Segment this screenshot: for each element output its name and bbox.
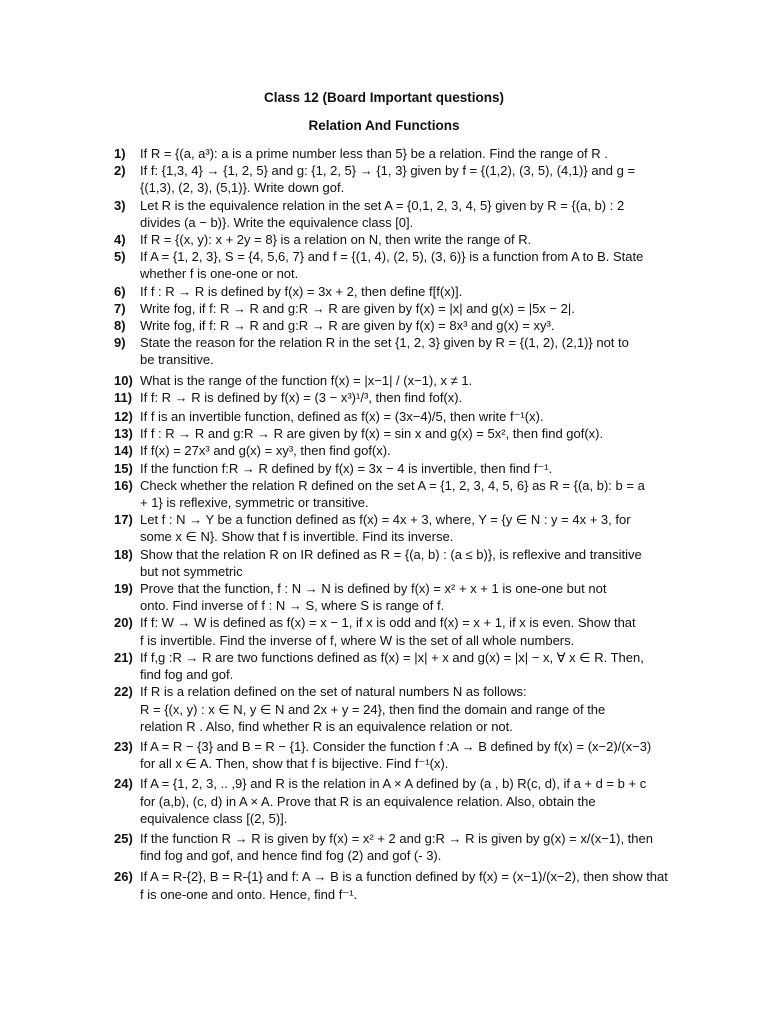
page-subtitle: Relation And Functions: [308, 118, 460, 133]
question-line: If f is an invertible function, defined as f(x) = (3x−4)/5, then write f⁻¹(x).: [140, 409, 544, 425]
question-item: [114, 408, 674, 425]
question-number: 3): [114, 197, 126, 213]
question-item: [114, 830, 674, 864]
question-item: [114, 248, 674, 282]
question-line: If R is a relation defined on the set of natural numbers N as follows:: [140, 684, 527, 700]
question-number: 14): [114, 443, 133, 459]
question-line: If A = R-{2}, B = R-{1} and f: A → B is a function defined by f(x) = (x−1)/(x−2), then show that: [140, 869, 668, 885]
question-text: [140, 334, 674, 368]
question-text: [140, 197, 674, 231]
question-item: [114, 231, 674, 248]
question-line: but not symmetric: [140, 563, 243, 579]
question-item: [114, 372, 674, 389]
question-line: equivalence class [(2, 5)].: [140, 810, 288, 826]
question-number: 20): [114, 615, 133, 631]
question-text: [140, 546, 674, 580]
question-list: [114, 145, 674, 903]
question-item: [114, 460, 674, 477]
question-item: [114, 145, 674, 162]
question-item: [114, 162, 674, 196]
question-number: 22): [114, 684, 133, 700]
question-line: Write fog, if f: R → R and g:R → R are given by f(x) = |x| and g(x) = |5x − 2|.: [140, 300, 575, 316]
question-item: [114, 283, 674, 300]
question-line: R = {(x, y) : x ∈ N, y ∈ N and 2x + y = 24}, then find the domain and range of the: [140, 701, 606, 717]
question-text: [140, 145, 674, 162]
question-text: [140, 738, 674, 772]
question-number: 2): [114, 163, 126, 179]
question-line: If A = R − {3} and B = R − {1}. Consider the function f :A → B defined by f(x) = (x−2)/(x−3): [140, 738, 652, 754]
question-text: [140, 683, 674, 735]
question-item: [114, 738, 674, 772]
question-item: [114, 317, 674, 334]
question-line: for all x ∈ A. Then, show that f is bijective. Find f⁻¹(x).: [140, 756, 449, 772]
question-line: relation R . Also, find whether R is an equivalence relation or not.: [140, 718, 513, 734]
question-text: [140, 775, 674, 827]
question-line: Write fog, if f: R → R and g:R → R are given by f(x) = 8x³ and g(x) = xy³.: [140, 318, 555, 334]
question-number: 4): [114, 232, 126, 248]
question-line: If f : R → R and g:R → R are given by f(x) = sin x and g(x) = 5x², then find gof(x).: [140, 426, 604, 442]
question-line: If f(x) = 27x³ and g(x) = xy³, then find gof(x).: [140, 443, 391, 459]
question-text: [140, 477, 674, 511]
question-text: [140, 649, 674, 683]
question-line: divides (a − b)}. Write the equivalence class [0].: [140, 214, 414, 230]
question-item: [114, 775, 674, 827]
question-number: 18): [114, 546, 133, 562]
question-item: [114, 197, 674, 231]
question-number: 25): [114, 830, 133, 846]
question-text: [140, 317, 674, 334]
question-number: 16): [114, 477, 133, 493]
question-line: What is the range of the function f(x) = |x−1| / (x−1), x ≠ 1.: [140, 372, 473, 388]
question-line: + 1} is reflexive, symmetric or transitive.: [140, 495, 369, 511]
question-text: [140, 283, 674, 300]
question-number: 10): [114, 372, 133, 388]
question-text: [140, 408, 674, 425]
question-line: whether f is one-one or not.: [140, 266, 299, 282]
question-number: 23): [114, 738, 133, 754]
question-number: 8): [114, 318, 126, 334]
question-text: [140, 614, 674, 648]
question-line: f is one-one and onto. Hence, find f⁻¹.: [140, 886, 358, 902]
question-line: {(1,3), (2, 3), (5,1)}. Write down gof.: [140, 180, 345, 196]
question-number: 17): [114, 512, 133, 528]
question-line: If f: W → W is defined as f(x) = x − 1, if x is odd and f(x) = x + 1, if x is even. Show that: [140, 615, 636, 631]
question-line: find fog and gof, and hence find fog (2) and gof (- 3).: [140, 848, 442, 864]
question-item: [114, 580, 674, 614]
question-line: If R = {(a, a³): a is a prime number less than 5} be a relation. Find the range of R .: [140, 146, 608, 161]
question-item: [114, 649, 674, 683]
question-line: Let R is the equivalence relation in the set A = {0,1, 2, 3, 4, 5} given by R = {(a, b) : 2: [140, 197, 625, 213]
question-text: [140, 460, 674, 477]
question-line: If A = {1, 2, 3, .. ,9} and R is the relation in A × A defined by (a , b) R(c, d), if a + d = b + c: [140, 776, 647, 792]
question-text: [140, 389, 674, 406]
question-text: [140, 830, 674, 864]
question-number: 1): [114, 146, 126, 161]
question-line: for (a,b), (c, d) in A × A. Prove that R is an equivalence relation. Also, obtain the: [140, 793, 596, 809]
question-line: If R = {(x, y): x + 2y = 8} is a relation on N, then write the range of R.: [140, 232, 532, 248]
question-number: 24): [114, 776, 133, 792]
question-line: be transitive.: [140, 352, 214, 368]
question-line: If the function f:R → R defined by f(x) = 3x − 4 is invertible, then find f⁻¹.: [140, 460, 553, 476]
question-line: If A = {1, 2, 3}, S = {4, 5,6, 7} and f = {(1, 4), (2, 5), (3, 6)} is a function from A to B. State: [140, 249, 644, 265]
question-line: Prove that the function, f : N → N is defined by f(x) = x² + x + 1 is one-one but not: [140, 581, 607, 597]
question-line: find fog and gof.: [140, 667, 234, 683]
question-text: [140, 425, 674, 442]
question-text: [140, 868, 674, 902]
question-number: 13): [114, 426, 133, 442]
question-number: 19): [114, 581, 133, 597]
question-item: [114, 334, 674, 368]
question-text: [140, 580, 674, 614]
question-number: 15): [114, 460, 133, 476]
page-title: Class 12 (Board Important questions): [263, 90, 505, 105]
question-line: Show that the relation R on IR defined as R = {(a, b) : (a ≤ b)}, is reflexive and transitive: [140, 546, 642, 562]
question-item: [114, 389, 674, 406]
question-text: [140, 442, 674, 459]
question-line: Let f : N → Y be a function defined as f(x) = 4x + 3, where, Y = {y ∈ N : y = 4x + 3, for: [140, 512, 631, 528]
question-line: f is invertible. Find the inverse of f, where W is the set of all whole numbers.: [140, 632, 575, 648]
question-text: [140, 300, 674, 317]
question-item: [114, 511, 674, 545]
question-line: If the function R → R is given by f(x) = x² + 2 and g:R → R is given by g(x) = x/(x−1), then: [140, 830, 653, 846]
question-item: [114, 442, 674, 459]
question-number: 12): [114, 409, 133, 425]
question-line: Check whether the relation R defined on the set A = {1, 2, 3, 4, 5, 6} as R = {(a, b): b = a: [140, 477, 645, 493]
question-text: [140, 248, 674, 282]
question-item: [114, 546, 674, 580]
question-item: [114, 300, 674, 317]
question-line: If f,g :R → R are two functions defined as f(x) = |x| + x and g(x) = |x| − x, ∀ x ∈ R. Then,: [140, 649, 644, 665]
question-text: [140, 372, 674, 389]
question-number: 26): [114, 869, 133, 885]
question-line: If f: R → R is defined by f(x) = (3 − x³)¹/³, then find fof(x).: [140, 389, 463, 405]
question-line: some x ∈ N}. Show that f is invertible. Find its inverse.: [140, 529, 454, 545]
question-item: [114, 683, 674, 735]
question-item: [114, 614, 674, 648]
question-number: 9): [114, 335, 126, 351]
question-item: [114, 425, 674, 442]
question-line: onto. Find inverse of f : N → S, where S is range of f.: [140, 598, 445, 614]
question-number: 11): [114, 389, 133, 405]
question-line: If f: {1,3, 4} → {1, 2, 5} and g: {1, 2, 5} → {1, 3} given by f = {(1,2), (3, 5), (4,1)} and g =: [140, 163, 636, 179]
question-number: 5): [114, 249, 126, 265]
question-item: [114, 477, 674, 511]
question-line: If f : R → R is defined by f(x) = 3x + 2, then define f[f(x)].: [140, 283, 463, 299]
question-number: 7): [114, 300, 126, 316]
question-number: 6): [114, 283, 126, 299]
question-text: [140, 511, 674, 545]
question-text: [140, 162, 674, 196]
question-item: [114, 868, 674, 902]
question-number: 21): [114, 649, 133, 665]
question-text: [140, 231, 674, 248]
question-line: State the reason for the relation R in the set {1, 2, 3} given by R = {(1, 2), (2,1)} not to: [140, 335, 629, 351]
